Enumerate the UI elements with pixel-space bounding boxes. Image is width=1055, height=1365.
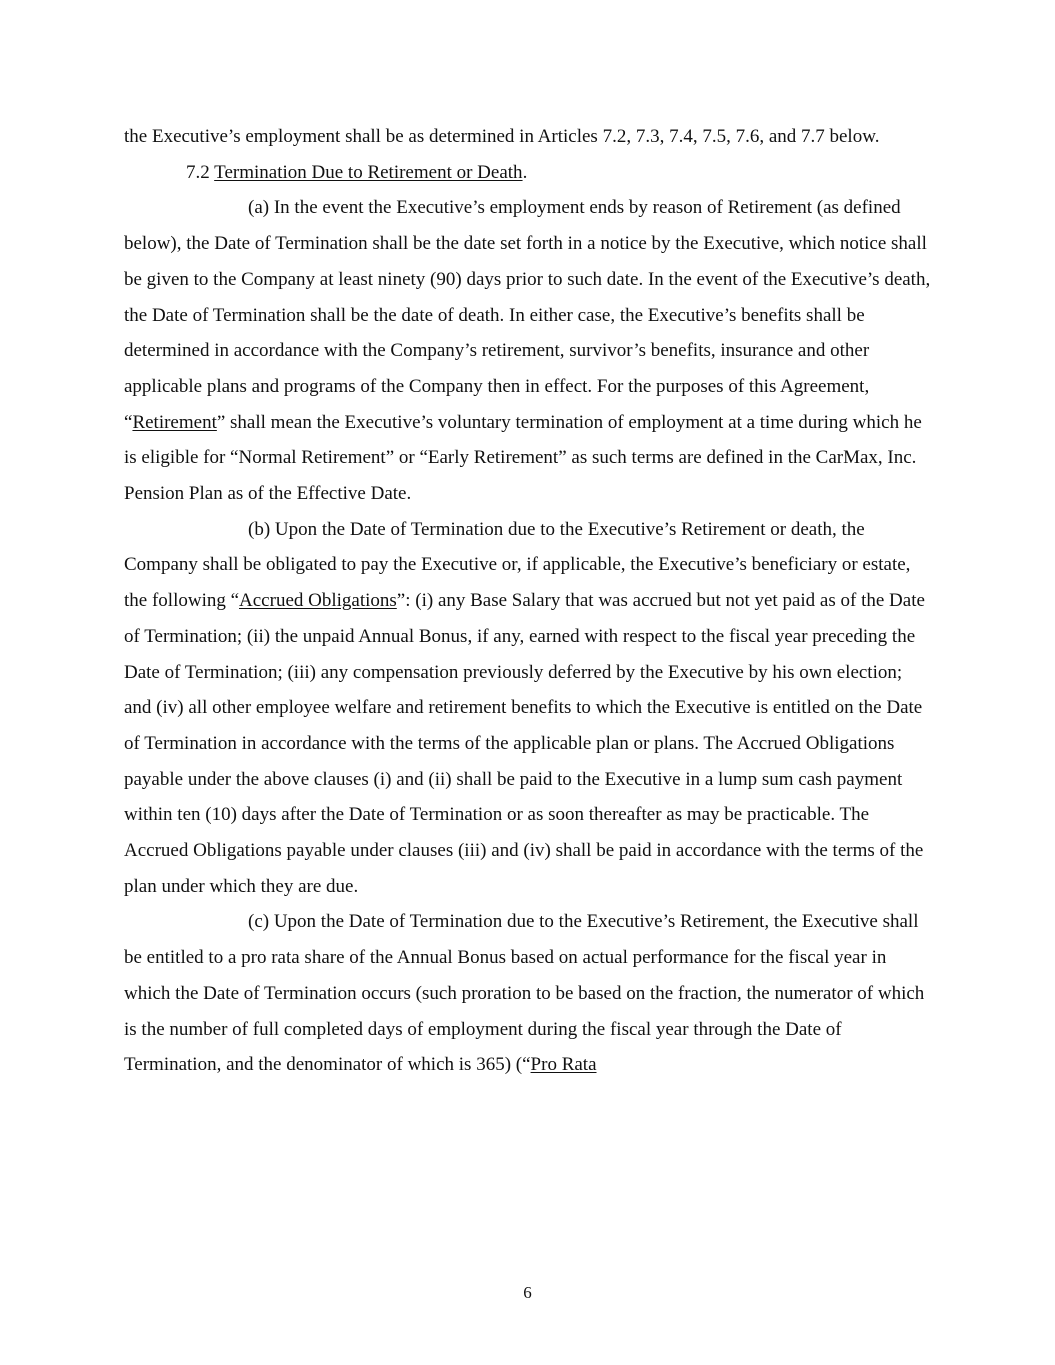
paragraph-b-text-1: (b) Upon the Date of Termination due to the Executive’s Retirement or death, the Company shall be obligated to pay the Executive or, if applicable, the Executive’s beneficiary or estate, the following “ xyxy=(124,518,911,612)
section-title: Termination Due to Retirement or Death xyxy=(214,161,523,183)
document-body xyxy=(124,119,934,1083)
paragraph-b xyxy=(124,512,934,905)
paragraph-b-text-2: ”: (i) any Base Salary that was accrued but not yet paid as of the Date of Termination; (ii) the unpaid Annual Bonus, if any, earned with respect to the fiscal year preceding the Date of Termination; (iii) any compensation previously deferred by the Executive by his own election; and (iv) all other employee welfare and retirement benefits to which the Executive is entitled on the Date of Termination in accordance with the terms of the applicable plan or plans. The Accrued Obligations payable under the above clauses (i) and (ii) shall be paid to the Executive in a lump sum cash payment within ten (10) days after the Date of Termination or as soon thereafter as may be practicable. The Accrued Obligations payable under clauses (iii) and (iv) shall be paid in accordance with the terms of the plan under which they are due. xyxy=(124,590,925,897)
section-number: 7.2 xyxy=(186,161,210,183)
intro-paragraph: the Executive’s employment shall be as determined in Articles 7.2, 7.3, 7.4, 7.5, 7.6, and 7.7 below. xyxy=(124,126,880,147)
section-title-end: . xyxy=(522,161,528,183)
page-number: 6 xyxy=(523,1283,532,1302)
defined-term-retirement: Retirement xyxy=(132,411,217,433)
paragraph-c xyxy=(124,904,934,1083)
defined-term-accrued-obligations: Accrued Obligations xyxy=(239,590,397,612)
paragraph-a-text-1: (a) In the event the Executive’s employment ends by reason of Retirement (as defined below), the Date of Termination shall be the date set forth in a notice by the Executive, which notice shall be given to the Company at least ninety (90) days prior to such date. In the event of the Executive’s death, the Date of Termination shall be the date of death. In either case, the Executive’s benefits shall be determined in accordance with the Company’s retirement, survivor’s benefits, insurance and other applicable plans and programs of the Company then in effect. For the purposes of this Agreement, “ xyxy=(124,197,931,433)
paragraph-a xyxy=(124,190,934,511)
paragraph-a-text-2: ” shall mean the Executive’s voluntary termination of employment at a time during which he is eligible for “Normal Retirement” or “Early Retirement” as such terms are defined in the CarMax, Inc. Pension Plan as of the Effective Date. xyxy=(124,411,922,505)
section-heading xyxy=(124,155,934,191)
paragraph-c-text-1: (c) Upon the Date of Termination due to the Executive’s Retirement, the Executive shall be entitled to a pro rata share of the Annual Bonus based on actual performance for the fiscal year in which the Date of Termination occurs (such proration to be based on the fraction, the numerator of which is the number of full completed days of employment during the fiscal year through the Date of Termination, and the denominator of which is 365) (“ xyxy=(124,911,925,1076)
defined-term-pro-rata: Pro Rata xyxy=(530,1054,597,1076)
